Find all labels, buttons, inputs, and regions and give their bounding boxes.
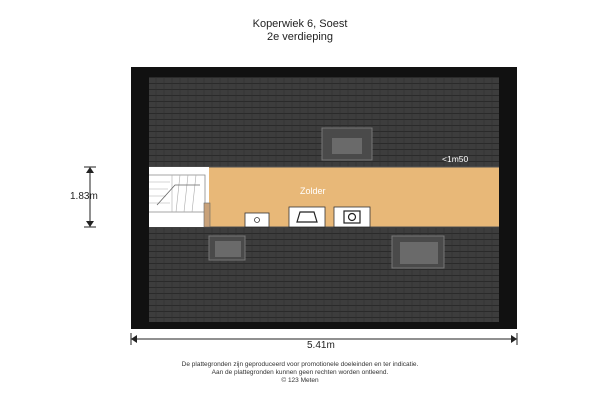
disclaimer-line-2: Aan de plattegronden kunnen geen rechten worden ontleend. <box>211 369 389 376</box>
washing-machine-icon <box>289 207 325 227</box>
headroom-note: <1m50 <box>442 154 469 164</box>
floor-title: 2e verdieping <box>266 31 334 43</box>
skylight-icon <box>322 128 372 160</box>
dryer-icon <box>334 207 370 227</box>
zolder-label: Zolder <box>300 186 326 196</box>
address-title: Koperwiek 6, Soest <box>252 18 348 30</box>
copyright: © 123 Meten <box>281 377 319 384</box>
skylight-icon <box>209 236 245 260</box>
width-label: 5.41m <box>307 340 335 351</box>
boiler-icon <box>245 213 269 227</box>
disclaimer-line-1: De plattegronden zijn geproduceerd voor promotionele doeleinden en ter indicatie. <box>181 361 419 368</box>
stairs-icon <box>149 167 210 227</box>
skylight-icon <box>392 236 444 268</box>
height-label: 1.83m <box>70 191 98 202</box>
